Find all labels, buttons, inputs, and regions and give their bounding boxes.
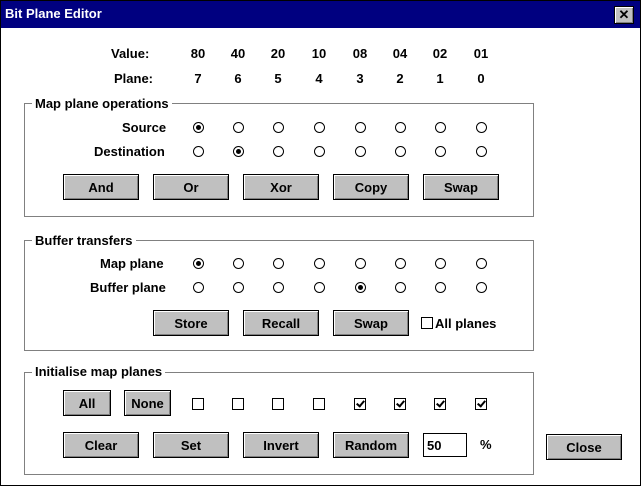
buffer-plane-radio[interactable]	[233, 282, 244, 293]
all-button[interactable]: All	[63, 390, 111, 416]
plane-cell: 1	[436, 71, 444, 86]
swap-map-button[interactable]: Swap	[423, 174, 499, 200]
swap-buffer-button[interactable]: Swap	[333, 310, 409, 336]
close-button[interactable]: Close	[546, 434, 622, 460]
source-radio[interactable]	[193, 122, 204, 133]
map-plane-radio[interactable]	[395, 258, 406, 269]
plane-cell: 6	[234, 71, 242, 86]
source-radio[interactable]	[355, 122, 366, 133]
buffer-plane-radio[interactable]	[273, 282, 284, 293]
and-button[interactable]: And	[63, 174, 139, 200]
map-ops-title: Map plane operations	[32, 96, 172, 111]
destination-radio[interactable]	[476, 146, 487, 157]
destination-radio[interactable]	[314, 146, 325, 157]
value-cell: 04	[392, 46, 408, 61]
buffer-plane-radio[interactable]	[435, 282, 446, 293]
value-label: Value:	[111, 46, 150, 61]
map-plane-radio[interactable]	[476, 258, 487, 269]
value-cell: 10	[311, 46, 327, 61]
source-radio[interactable]	[233, 122, 244, 133]
destination-radio[interactable]	[233, 146, 244, 157]
value-cell: 20	[270, 46, 286, 61]
plane-checkbox[interactable]	[232, 398, 244, 410]
plane-checkbox[interactable]	[272, 398, 284, 410]
destination-radio[interactable]	[193, 146, 204, 157]
source-radio[interactable]	[395, 122, 406, 133]
map-plane-radio[interactable]	[314, 258, 325, 269]
source-radio[interactable]	[435, 122, 446, 133]
percent-sign: %	[480, 437, 492, 452]
destination-radio[interactable]	[273, 146, 284, 157]
value-cell: 01	[473, 46, 489, 61]
recall-button[interactable]: Recall	[243, 310, 319, 336]
destination-radio[interactable]	[395, 146, 406, 157]
plane-cell: 4	[315, 71, 323, 86]
plane-checkbox[interactable]	[434, 398, 446, 410]
plane-cell: 3	[356, 71, 364, 86]
source-radio[interactable]	[476, 122, 487, 133]
map-plane-radio[interactable]	[273, 258, 284, 269]
window-title: Bit Plane Editor	[5, 6, 102, 21]
value-cell: 02	[432, 46, 448, 61]
destination-radio[interactable]	[355, 146, 366, 157]
initialise-map-planes-group	[24, 372, 534, 475]
buffer-plane-radio[interactable]	[314, 282, 325, 293]
random-percent-input[interactable]: 50	[423, 433, 467, 457]
plane-checkbox[interactable]	[394, 398, 406, 410]
map-plane-radio[interactable]	[435, 258, 446, 269]
map-plane-radio[interactable]	[193, 258, 204, 269]
close-icon[interactable]: ✕	[614, 6, 634, 24]
all-planes-label: All planes	[435, 316, 497, 331]
plane-checkbox[interactable]	[354, 398, 366, 410]
plane-checkbox[interactable]	[475, 398, 487, 410]
buffer-plane-radio[interactable]	[193, 282, 204, 293]
value-cell: 08	[352, 46, 368, 61]
all-planes-checkbox[interactable]	[421, 317, 433, 329]
clear-button[interactable]: Clear	[63, 432, 139, 458]
plane-cell: 0	[477, 71, 485, 86]
source-radio[interactable]	[273, 122, 284, 133]
set-button[interactable]: Set	[153, 432, 229, 458]
title-bar	[1, 1, 640, 28]
destination-radio[interactable]	[435, 146, 446, 157]
value-cell: 40	[230, 46, 246, 61]
plane-checkbox[interactable]	[192, 398, 204, 410]
xor-button[interactable]: Xor	[243, 174, 319, 200]
plane-cell: 7	[194, 71, 202, 86]
buffer-plane-radio[interactable]	[355, 282, 366, 293]
none-button[interactable]: None	[124, 390, 171, 416]
copy-button[interactable]: Copy	[333, 174, 409, 200]
value-cell: 80	[190, 46, 206, 61]
plane-checkbox[interactable]	[313, 398, 325, 410]
buffer-title: Buffer transfers	[32, 233, 136, 248]
buffer-plane-radio[interactable]	[395, 282, 406, 293]
source-label: Source	[122, 120, 167, 135]
store-button[interactable]: Store	[153, 310, 229, 336]
random-button[interactable]: Random	[333, 432, 409, 458]
init-title: Initialise map planes	[32, 364, 165, 379]
plane-cell: 2	[396, 71, 404, 86]
map-plane-label: Map plane	[100, 256, 164, 271]
or-button[interactable]: Or	[153, 174, 229, 200]
buffer-plane-radio[interactable]	[476, 282, 487, 293]
plane-cell: 5	[274, 71, 282, 86]
plane-label: Plane:	[114, 71, 154, 86]
map-plane-radio[interactable]	[233, 258, 244, 269]
invert-button[interactable]: Invert	[243, 432, 319, 458]
buffer-plane-label: Buffer plane	[90, 280, 166, 295]
destination-label: Destination	[94, 144, 165, 159]
source-radio[interactable]	[314, 122, 325, 133]
map-plane-radio[interactable]	[355, 258, 366, 269]
